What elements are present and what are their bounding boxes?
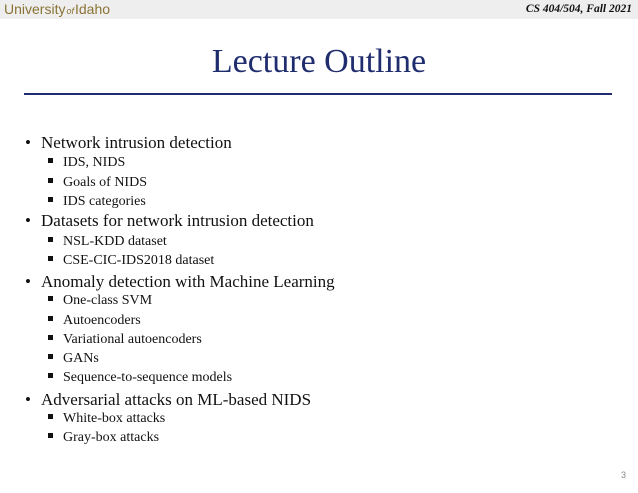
outline-subitem — [48, 154, 125, 172]
outline-text: IDS categories — [63, 194, 146, 209]
bullet-icon: • — [25, 272, 31, 291]
outline-item — [25, 272, 335, 292]
outline-subitem — [48, 410, 165, 428]
outline-subitem — [48, 350, 99, 368]
square-bullet-icon — [48, 335, 53, 340]
outline-text: NSL-KDD dataset — [63, 234, 167, 249]
outline-text: Network intrusion detection — [41, 133, 232, 152]
outline-text: Adversarial attacks on ML-based NIDS — [41, 390, 312, 409]
outline-item — [25, 390, 311, 410]
outline-item — [25, 211, 314, 231]
outline-subitem — [48, 193, 146, 211]
square-bullet-icon — [48, 354, 53, 359]
outline-text: GANs — [63, 351, 99, 366]
square-bullet-icon — [48, 316, 53, 321]
outline-text: CSE-CIC-IDS2018 dataset — [63, 253, 215, 268]
slide-title: Lecture Outline — [211, 43, 427, 80]
outline-subitem — [48, 174, 147, 192]
outline-text: Variational autoencoders — [63, 332, 202, 347]
outline-text: Anomaly detection with Machine Learning — [41, 272, 335, 291]
logo-word-idaho: Idaho — [74, 1, 111, 17]
square-bullet-icon — [48, 433, 53, 438]
bullet-icon: • — [25, 211, 31, 230]
square-bullet-icon — [48, 296, 53, 301]
course-label: CS 404/504, Fall 2021 — [525, 3, 632, 15]
outline-text: Datasets for network intrusion detection — [41, 211, 314, 230]
logo-word-of: of — [66, 6, 74, 16]
square-bullet-icon — [48, 256, 53, 261]
square-bullet-icon — [48, 158, 53, 163]
page-number: 3 — [620, 470, 626, 480]
outline-text: Gray-box attacks — [63, 430, 160, 445]
bullet-icon: • — [25, 390, 31, 409]
outline-text: Goals of NIDS — [63, 175, 147, 190]
outline-subitem — [48, 331, 202, 349]
outline-item — [25, 133, 232, 153]
outline-text: Sequence-to-sequence models — [63, 370, 233, 385]
header-bar — [0, 0, 638, 19]
outline-text: IDS, NIDS — [63, 155, 126, 170]
outline-subitem — [48, 369, 232, 387]
square-bullet-icon — [48, 197, 53, 202]
outline-subitem — [48, 312, 141, 330]
outline-text: White-box attacks — [63, 411, 166, 426]
university-logo — [4, 1, 110, 19]
square-bullet-icon — [48, 237, 53, 242]
outline-subitem — [48, 292, 152, 310]
square-bullet-icon — [48, 414, 53, 419]
outline-subitem — [48, 233, 167, 251]
outline-text: Autoencoders — [63, 313, 141, 328]
title-divider — [24, 93, 612, 95]
square-bullet-icon — [48, 178, 53, 183]
logo-word-university: University — [4, 1, 66, 17]
outline-subitem — [48, 429, 159, 447]
outline-subitem — [48, 252, 214, 270]
square-bullet-icon — [48, 373, 53, 378]
bullet-icon: • — [25, 133, 31, 152]
outline-text: One-class SVM — [63, 293, 153, 308]
